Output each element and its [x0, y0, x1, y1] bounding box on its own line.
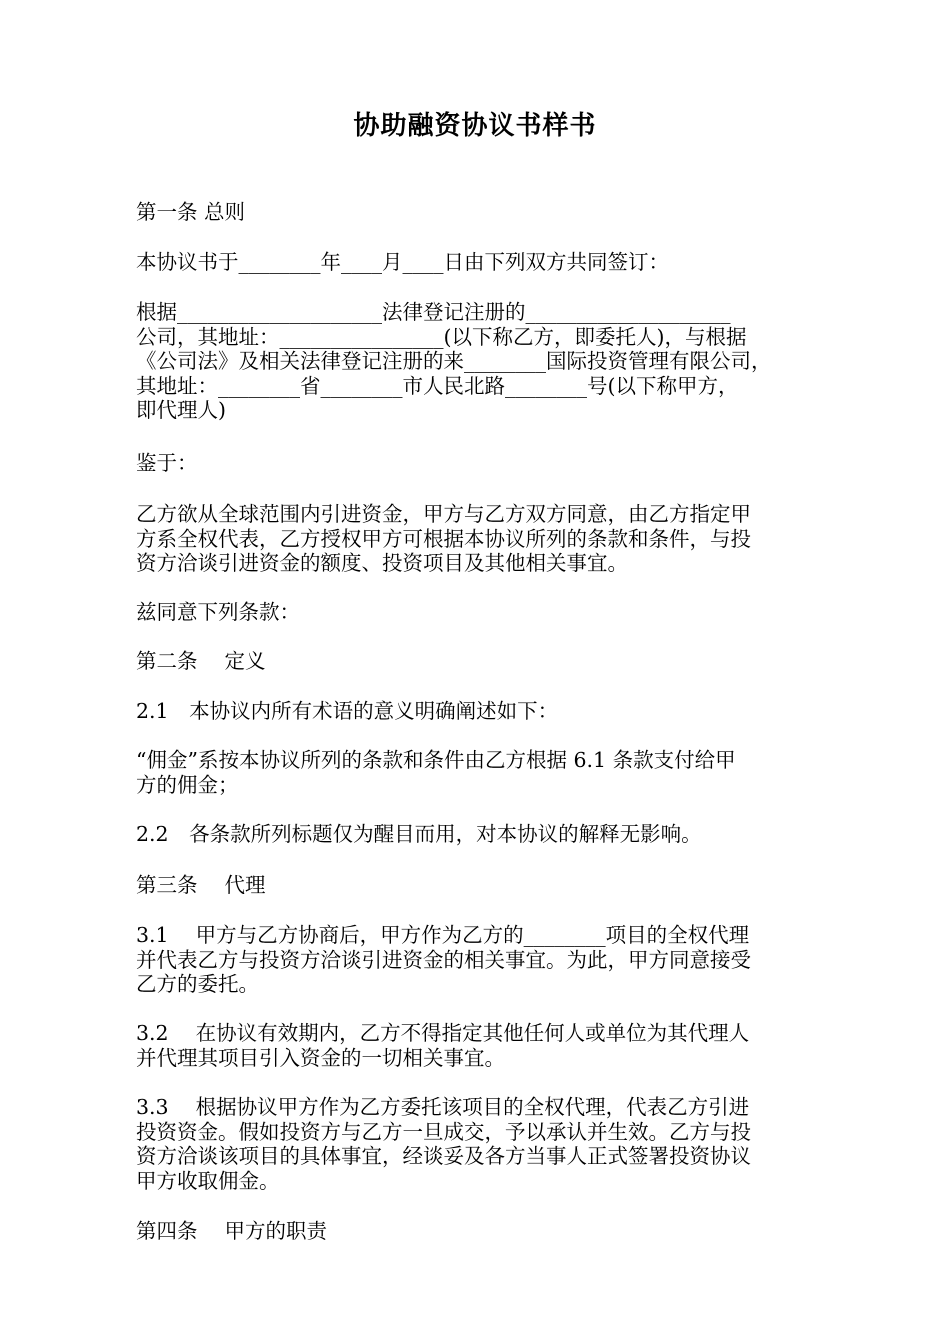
clause-3-2: 3.2 在协议有效期内，乙方不得指定其他任何人或单位为其代理人 并代理其项目引入资金的一切相关事宜。: [136, 1021, 750, 1070]
section-heading-2: 第二条 定义: [136, 649, 266, 673]
section-heading-1: 第一条 总则: [136, 200, 246, 224]
document-title: 协助融资协议书样书: [353, 111, 597, 141]
agreement-intro: 兹同意下列条款：: [136, 600, 300, 624]
whereas-heading: 鉴于：: [136, 451, 198, 475]
clause-2-2: 2.2 各条款所列标题仅为醒目而用，对本协议的解释无影响。: [136, 822, 702, 846]
clause-3-3: 3.3 根据协议甲方作为乙方委托该项目的全权代理，代表乙方引进 投资资金。假如投资方与乙方一旦成交，予以承认并生效。乙方与投 资方洽谈该项目的具体事宜，经谈妥及各方当事人正式签署投资协议 甲方收取佣金。: [136, 1095, 751, 1193]
section-heading-3: 第三条 代理: [136, 873, 266, 897]
clause-2-1: 2.1 本协议内所有术语的意义明确阐述如下：: [136, 699, 559, 723]
whereas-paragraph: 乙方欲从全球范围内引进资金，甲方与乙方双方同意，由乙方指定甲 方系全权代表，乙方授权甲方可根据本协议所列的条款和条件，与投 资方洽谈引进资金的额度、投资项目及其他相关事宜。: [136, 502, 751, 575]
commission-definition: “佣金”系按本协议所列的条款和条件由乙方根据 6.1 条款支付给甲 方的佣金；: [136, 748, 736, 797]
parties-paragraph: 根据____________________法律登记注册的____________________ 公司，其地址：________________(以下称乙方，即委托人)，与根据 《公司法》及相关法律登记注册的来________国际投资管理有限公司， 其地址：________省________市人民北路________号(以下称甲方， 即代理人): [136, 300, 772, 422]
signing-date-line: 本协议书于________年____月____日由下列双方共同签订：: [136, 250, 669, 274]
clause-3-1: 3.1 甲方与乙方协商后，甲方作为乙方的________项目的全权代理 并代表乙方与投资方洽谈引进资金的相关事宜。为此，甲方同意接受 乙方的委托。: [136, 923, 751, 996]
section-heading-4: 第四条 甲方的职责: [136, 1219, 328, 1243]
